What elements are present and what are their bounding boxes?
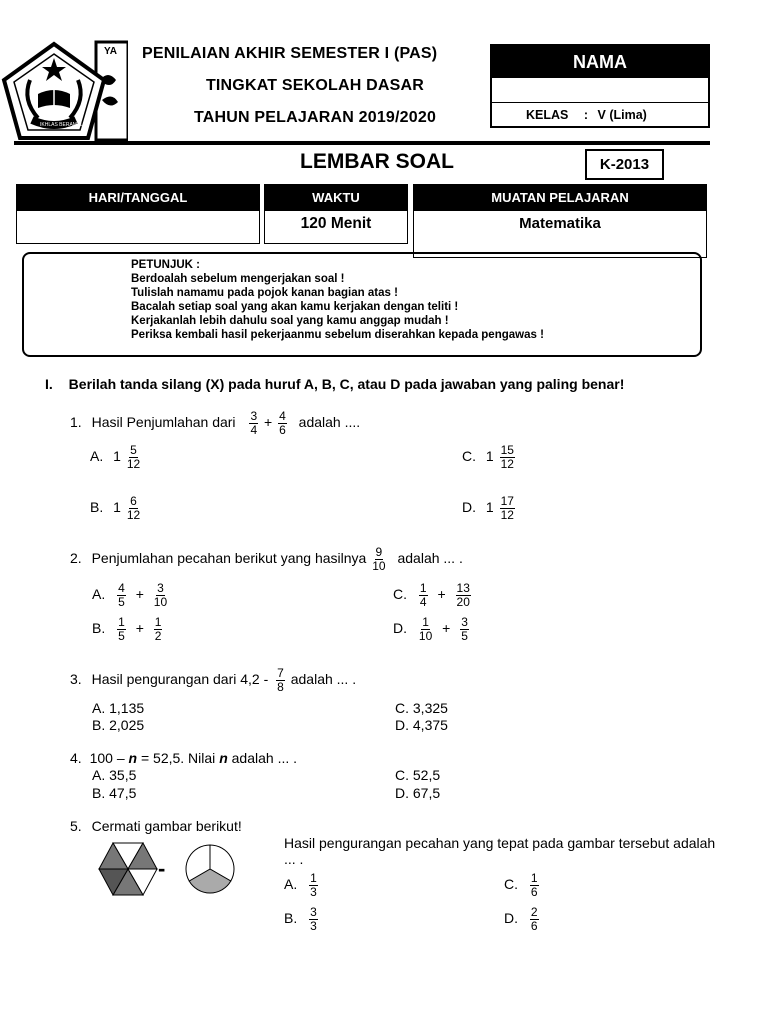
option-a[interactable]: A. 1,135 <box>92 700 145 716</box>
option-b[interactable]: B. $\frac{3}{3}$ <box>284 905 317 933</box>
logo-emblem-icon <box>0 40 128 144</box>
option-d[interactable]: D. 1 $\frac{17}{12}$ <box>462 494 514 522</box>
question-text: adalah ... . <box>397 550 463 567</box>
hexagon-figure <box>98 840 158 903</box>
question-number: 3. <box>70 671 82 688</box>
instruction-item: Periksa kembali hasil pekerjaanmu sebelum diserahkan kepada pengawas ! <box>131 329 544 341</box>
hari-box <box>16 184 260 244</box>
option-c[interactable]: C. $\frac{1}{6}$ <box>504 871 538 899</box>
kelas-label: KELAS <box>526 108 569 122</box>
option-d[interactable]: D. 4,375 <box>395 717 448 733</box>
instructions-box <box>22 252 702 357</box>
nama-box <box>490 44 710 128</box>
option-b[interactable]: B. 2,025 <box>92 717 145 733</box>
question-4 <box>70 750 297 766</box>
question-number: 1. <box>70 414 82 431</box>
school-level: TINGKAT SEKOLAH DASAR <box>205 77 425 94</box>
section-number: I. <box>45 376 53 392</box>
instruction-item: Berdoalah sebelum mengerjakan soal ! <box>131 273 345 285</box>
option-d[interactable]: D. 67,5 <box>395 785 441 801</box>
option-c[interactable]: C. 1 $\frac{15}{12}$ <box>462 443 514 471</box>
option-d[interactable]: D. $\frac{2}{6}$ <box>504 905 538 933</box>
option-a[interactable]: A. $\frac{4}{5}$ + $\frac{3}{10}$ <box>92 581 168 609</box>
option-a[interactable]: A. 1 $\frac{5}{12}$ <box>90 443 141 471</box>
nama-field[interactable] <box>492 78 708 103</box>
fraction: $\frac{4}{6}$ <box>279 409 286 437</box>
kelas-value: V (Lima) <box>597 108 647 122</box>
section-instruction: Berilah tanda silang (X) pada huruf A, B, C, atau D pada jawaban yang paling benar! <box>68 376 625 392</box>
nama-label: NAMA <box>492 46 708 78</box>
question-text: Penjumlahan pecahan berikut yang hasilnya <box>91 550 367 567</box>
waktu-box <box>264 184 408 244</box>
option-c[interactable]: C. 3,325 <box>395 700 448 716</box>
minus-sign: - <box>158 856 166 881</box>
option-a[interactable]: A. $\frac{1}{3}$ <box>284 871 317 899</box>
circle-fraction-icon <box>183 843 237 895</box>
muatan-box <box>413 184 707 258</box>
instruction-item: Kerjakanlah lebih dahulu soal yang kamu anggap mudah ! <box>131 315 449 327</box>
question-text: adalah .... <box>298 414 361 431</box>
instruction-item: Tulislah namamu pada pojok kanan bagian atas ! <box>131 287 398 299</box>
question-text: Hasil pengurangan dari 4,2 - <box>91 671 269 688</box>
curriculum-badge: K-2013 <box>585 149 664 180</box>
option-a[interactable]: A. 35,5 <box>92 767 137 783</box>
svg-text:IKHLAS BERAMAL: IKHLAS BERAMAL <box>40 122 84 128</box>
option-d[interactable]: D. $\frac{1}{10}$ + $\frac{3}{5}$ <box>393 615 468 643</box>
question-5 <box>70 818 242 834</box>
option-c[interactable]: C. $\frac{1}{4}$ + $\frac{13}{20}$ <box>393 581 470 609</box>
section-heading <box>45 376 624 392</box>
variable: n <box>128 750 138 766</box>
question-text: Hasil Penjumlahan dari <box>91 414 236 431</box>
circle-figure <box>183 843 237 900</box>
question-5-text: Hasil pengurangan pecahan yang tepat pada gambar tersebut adalah ... . <box>284 835 716 867</box>
kelas-row <box>492 103 708 127</box>
hexagon-fraction-icon <box>98 840 158 898</box>
fraction: $\frac{7}{8}$ <box>277 666 284 694</box>
sheet-title: LEMBAR SOAL <box>300 150 454 173</box>
header-divider <box>14 141 710 145</box>
question-text: 100 – <box>89 750 125 766</box>
instruction-item: Bacalah setiap soal yang akan kamu kerjakan dengan teliti ! <box>131 301 459 313</box>
muatan-value: Matematika <box>519 215 601 232</box>
kelas-separator: : <box>583 108 589 122</box>
question-text: adalah ... . <box>290 671 357 688</box>
question-text: adalah ... . <box>231 750 298 766</box>
muatan-label: MUATAN PELAJARAN <box>414 185 706 211</box>
option-b[interactable]: B. 1 $\frac{6}{12}$ <box>90 494 141 522</box>
exam-title: PENILAIAN AKHIR SEMESTER I (PAS) <box>142 45 438 62</box>
question-1: 1. Hasil Penjumlahan dari $\frac{3}{4}$ + $\frac{4}{6}$ adalah .... <box>70 409 361 437</box>
waktu-label: WAKTU <box>265 185 407 211</box>
variable: n <box>219 750 228 766</box>
hari-field[interactable] <box>17 211 259 243</box>
svg-text:YA: YA <box>104 46 117 57</box>
option-c[interactable]: C. 52,5 <box>395 767 441 783</box>
question-2 <box>70 546 463 573</box>
school-logo <box>0 40 128 144</box>
question-number: 5. <box>70 818 82 834</box>
school-year: TAHUN PELAJARAN 2019/2020 <box>193 109 437 126</box>
question-text: = 52,5. Nilai <box>140 750 216 766</box>
option-b[interactable]: B. 47,5 <box>92 785 137 801</box>
hari-label: HARI/TANGGAL <box>17 185 259 211</box>
fraction: $\frac{9}{10}$ <box>372 545 386 573</box>
waktu-value: 120 Menit <box>300 215 372 232</box>
instructions-title: PETUNJUK : <box>131 259 201 271</box>
question-number: 4. <box>70 750 82 766</box>
instructions-content <box>131 258 544 342</box>
fraction: $\frac{3}{4}$ <box>250 409 258 437</box>
question-number: 2. <box>70 550 82 567</box>
question-3 <box>70 667 356 694</box>
question-text: Cermati gambar berikut! <box>91 818 242 834</box>
option-b[interactable]: B. $\frac{1}{5}$ + $\frac{1}{2}$ <box>92 615 162 643</box>
